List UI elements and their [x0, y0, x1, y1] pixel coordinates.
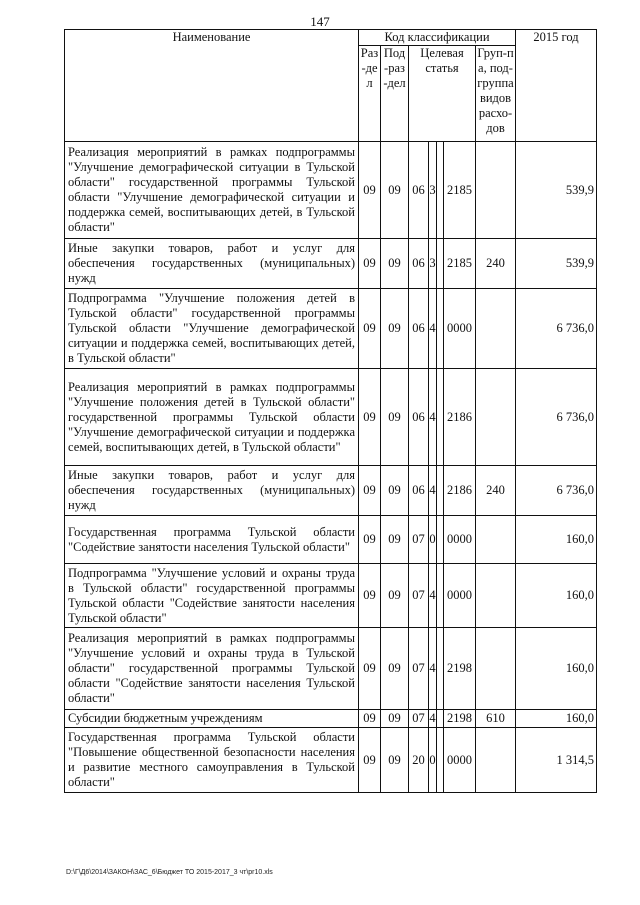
row-sum: 160,0 [516, 710, 597, 728]
table-row [65, 289, 597, 369]
row-name: Иные закупки товаров, работ и услуг для обеспечения государственных (муниципальных) нужд [65, 239, 359, 289]
row-razdel: 09 [359, 239, 381, 289]
table-row [65, 728, 597, 793]
table-row [65, 628, 597, 710]
row-cs-subprogram: 4 [429, 628, 437, 710]
row-cs-subprogram: 3 [429, 239, 437, 289]
row-cs-program: 07 [409, 710, 429, 728]
row-podrazdel: 09 [381, 710, 409, 728]
row-razdel: 09 [359, 728, 381, 793]
header-podrazdel: Под-раз-дел [381, 46, 409, 142]
row-vid: 610 [476, 710, 516, 728]
row-cs-subprogram: 0 [429, 728, 437, 793]
table-row [65, 142, 597, 239]
row-vid: 240 [476, 466, 516, 516]
row-sum: 1 314,5 [516, 728, 597, 793]
header-target: Целевая статья [409, 46, 476, 142]
header-code-group: Код классификации [359, 30, 516, 46]
row-razdel: 09 [359, 516, 381, 564]
row-name: Иные закупки товаров, работ и услуг для обеспечения государственных (муниципальных) нужд [65, 466, 359, 516]
row-cs-program: 20 [409, 728, 429, 793]
row-cs-direction: 0000 [444, 564, 476, 628]
row-vid [476, 628, 516, 710]
row-cs-program: 06 [409, 466, 429, 516]
row-cs-direction: 2185 [444, 239, 476, 289]
row-cs-subprogram: 4 [429, 369, 437, 466]
row-razdel: 09 [359, 710, 381, 728]
table-row [65, 710, 597, 728]
header-vid: Груп-па, под-группа видов расхо-дов [476, 46, 516, 142]
row-razdel: 09 [359, 628, 381, 710]
row-podrazdel: 09 [381, 466, 409, 516]
row-cs-direction: 2198 [444, 710, 476, 728]
header-razdel: Раз-дел [359, 46, 381, 142]
row-cs-direction: 0000 [444, 289, 476, 369]
row-podrazdel: 09 [381, 289, 409, 369]
table-row [65, 466, 597, 516]
row-cs-subprogram: 4 [429, 710, 437, 728]
row-cs-program: 07 [409, 564, 429, 628]
row-cs-empty [437, 239, 444, 289]
row-name: Субсидии бюджетным учреждениям [65, 710, 359, 728]
row-name: Подпрограмма "Улучшение положения детей в Тульской области" государственной программы Тульской области "Улучшение демографической ситуации и поддержка семей, воспитывающих детей, в Тульской области" [65, 289, 359, 369]
row-name: Подпрограмма "Улучшение условий и охраны труда в Тульской области" государственной программы Тульской области "Содействие занятости населения Тульской области" [65, 564, 359, 628]
row-razdel: 09 [359, 289, 381, 369]
row-cs-direction: 0000 [444, 728, 476, 793]
row-sum: 160,0 [516, 628, 597, 710]
row-podrazdel: 09 [381, 239, 409, 289]
row-podrazdel: 09 [381, 564, 409, 628]
row-sum: 160,0 [516, 516, 597, 564]
row-vid [476, 369, 516, 466]
table-row [65, 369, 597, 466]
row-name: Государственная программа Тульской области "Повышение общественной безопасности населения и развитие местного самоуправления в Тульской области" [65, 728, 359, 793]
row-vid [476, 728, 516, 793]
row-sum: 6 736,0 [516, 289, 597, 369]
row-cs-subprogram: 0 [429, 516, 437, 564]
table-row [65, 239, 597, 289]
row-cs-empty [437, 369, 444, 466]
file-path-footer: D:\Г\Д6\2014\ЗАКОН\ЗАС_6\Бюджет ТО 2015-2017_3 чт\pr10.xls [66, 869, 273, 876]
row-vid [476, 564, 516, 628]
row-name: Государственная программа Тульской области "Содействие занятости населения Тульской области" [65, 516, 359, 564]
row-name: Реализация мероприятий в рамках подпрограммы "Улучшение демографической ситуации в Тульской области" государственной программы Тульской области "Улучшение демографической ситуации и поддержка семей, воспитывающих детей, в Тульской области" [65, 142, 359, 239]
row-vid [476, 142, 516, 239]
row-cs-program: 07 [409, 516, 429, 564]
row-sum: 539,9 [516, 142, 597, 239]
table-row [65, 564, 597, 628]
row-cs-direction: 2186 [444, 466, 476, 516]
row-cs-empty [437, 516, 444, 564]
row-cs-program: 06 [409, 289, 429, 369]
row-podrazdel: 09 [381, 369, 409, 466]
row-cs-direction: 2186 [444, 369, 476, 466]
row-cs-empty [437, 710, 444, 728]
page-number: 147 [310, 14, 330, 29]
row-cs-program: 07 [409, 628, 429, 710]
row-name: Реализация мероприятий в рамках подпрограммы "Улучшение положения детей в Тульской области" государственной программы Тульской области "Улучшение демографической ситуации и поддержка семей, воспитывающих детей, в Тульской области" [65, 369, 359, 466]
row-cs-empty [437, 628, 444, 710]
table-row [65, 516, 597, 564]
row-cs-empty [437, 289, 444, 369]
row-cs-empty [437, 564, 444, 628]
row-cs-empty [437, 466, 444, 516]
row-name: Реализация мероприятий в рамках подпрограммы "Улучшение условий и охраны труда в Тульской области" государственной программы Тульской области "Содействие занятости населения Тульской области" [65, 628, 359, 710]
row-sum: 539,9 [516, 239, 597, 289]
row-podrazdel: 09 [381, 516, 409, 564]
row-razdel: 09 [359, 564, 381, 628]
row-sum: 160,0 [516, 564, 597, 628]
row-cs-subprogram: 4 [429, 564, 437, 628]
row-razdel: 09 [359, 466, 381, 516]
row-cs-empty [437, 728, 444, 793]
row-cs-direction: 2198 [444, 628, 476, 710]
header-name: Наименование [65, 30, 359, 142]
row-cs-empty [437, 142, 444, 239]
row-podrazdel: 09 [381, 142, 409, 239]
row-podrazdel: 09 [381, 728, 409, 793]
row-cs-direction: 0000 [444, 516, 476, 564]
row-sum: 6 736,0 [516, 369, 597, 466]
row-razdel: 09 [359, 369, 381, 466]
budget-table [64, 29, 597, 793]
row-cs-program: 06 [409, 142, 429, 239]
row-cs-subprogram: 4 [429, 289, 437, 369]
row-cs-program: 06 [409, 239, 429, 289]
row-razdel: 09 [359, 142, 381, 239]
row-vid: 240 [476, 239, 516, 289]
row-vid [476, 289, 516, 369]
row-sum: 6 736,0 [516, 466, 597, 516]
row-cs-program: 06 [409, 369, 429, 466]
header-year: 2015 год [516, 30, 597, 142]
row-podrazdel: 09 [381, 628, 409, 710]
row-cs-direction: 2185 [444, 142, 476, 239]
row-vid [476, 516, 516, 564]
row-cs-subprogram: 3 [429, 142, 437, 239]
row-cs-subprogram: 4 [429, 466, 437, 516]
